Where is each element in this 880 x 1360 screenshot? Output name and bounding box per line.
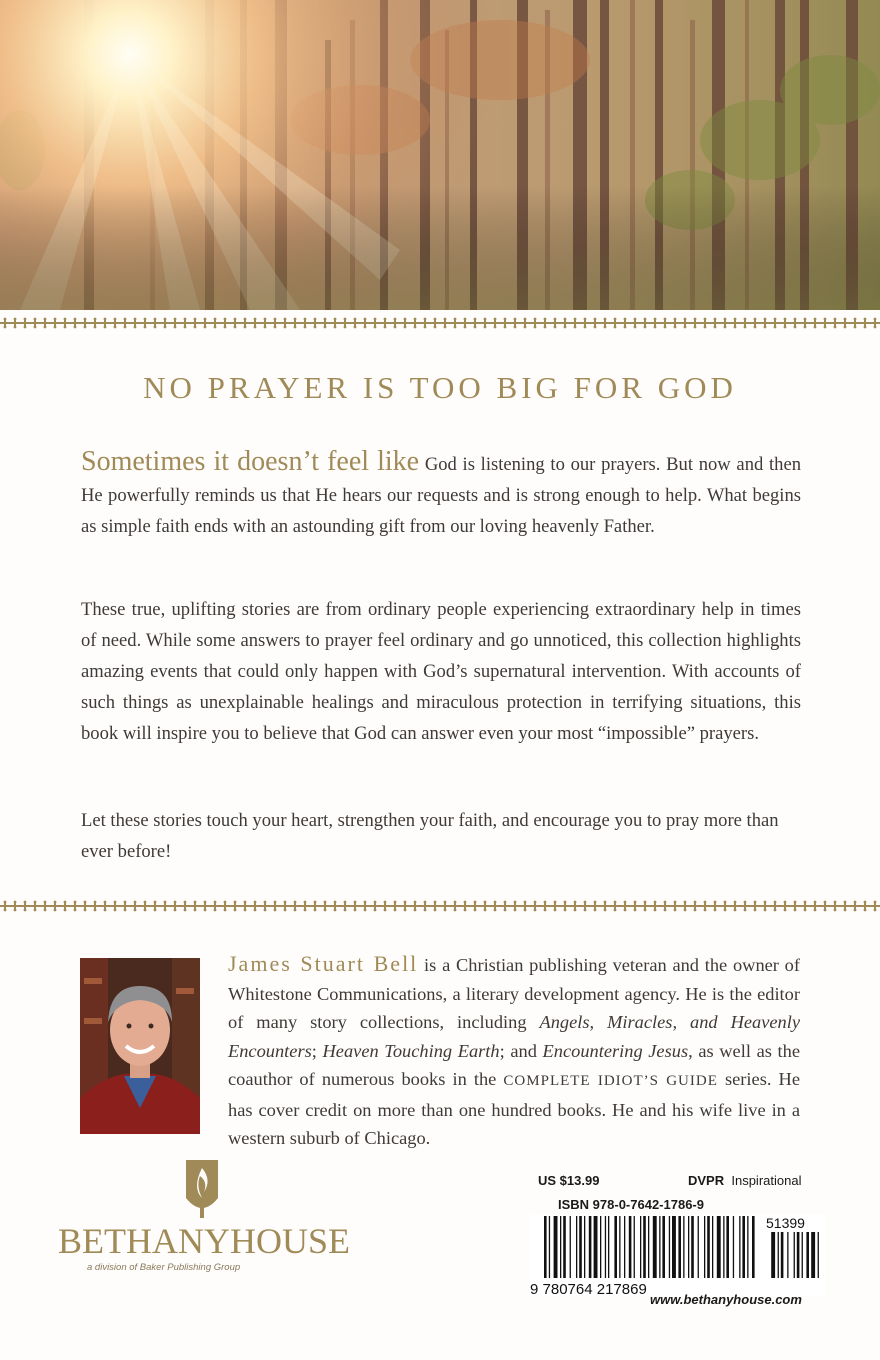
publisher-subtitle: a division of Baker Publishing Group — [87, 1262, 241, 1273]
forest-sunlight-photo — [0, 0, 880, 310]
barcode — [530, 1214, 825, 1296]
barcode-addon: 51399 — [766, 1215, 805, 1231]
intro-lead: Sometimes it doesn’t feel like — [81, 446, 420, 477]
price: US $13.99 — [538, 1173, 600, 1188]
closing-paragraph: Let these stories touch your heart, strengthen your faith, and encourage you to pray more than ever before! — [81, 810, 779, 862]
series-name: COMPLETE IDIOT’S GUIDE — [503, 1073, 718, 1089]
bio-text: series. He has cover credit on more than one hundred books. He and his wife live in a western suburb of Chicago. — [228, 1069, 800, 1148]
category-code: DVPR — [688, 1173, 725, 1188]
stories-paragraph: These true, uplifting stories are from ordinary people experiencing extraordinary help in times of need. While some answers to prayer feel ordinary and go unnoticed, this collection highlights amazing events that could only happen with God’s supernatural intervention. With accounts of such things as unexplainable healings and miraculous protection in terrifying situations, this book will inspire you to believe that God can answer even your most “impossible” prayers. — [81, 599, 801, 744]
category — [688, 1173, 801, 1188]
barcode-digits: 9 780764 217869 — [530, 1281, 647, 1296]
author-name: James Stuart Bell — [228, 951, 419, 976]
decorative-border-top — [0, 316, 880, 330]
author-bio — [228, 950, 800, 1153]
intro-paragraph — [81, 446, 801, 542]
bio-text: is a Christian publishing veteran and the owner of Whitestone Communications, a literary development agency. He is the editor of many story collections, including — [228, 955, 800, 1032]
category-label: Inspirational — [731, 1173, 802, 1188]
headline: NO PRAYER IS TOO BIG FOR GOD — [143, 370, 737, 405]
bio-text: ; — [311, 1040, 323, 1061]
website-url: www.bethanyhouse.com — [650, 1292, 802, 1307]
book-title: Angels, Miracles, and Heavenly Encounters — [228, 1012, 800, 1061]
book-title: Heaven Touching Earth — [322, 1040, 500, 1061]
author-photo — [80, 958, 200, 1134]
quill-flame-icon — [182, 1158, 222, 1220]
bio-text: ; and — [499, 1040, 543, 1061]
intro-rest: God is listening to our prayers. But now and then He powerfully reminds us that He hears our requests and is strong enough to help. What begins as simple faith ends with an astounding gift from our loving heavenly Father. — [81, 454, 802, 537]
bio-text: , as well as the coauthor of numerous books in the — [228, 1040, 800, 1089]
publisher-name: BETHANYHOUSE — [58, 1221, 350, 1261]
publisher-logo — [54, 1158, 354, 1278]
decorative-border-middle — [0, 899, 880, 913]
book-title: Encountering Jesus — [542, 1040, 689, 1061]
isbn: ISBN 978-0-7642-1786-9 — [558, 1197, 704, 1212]
